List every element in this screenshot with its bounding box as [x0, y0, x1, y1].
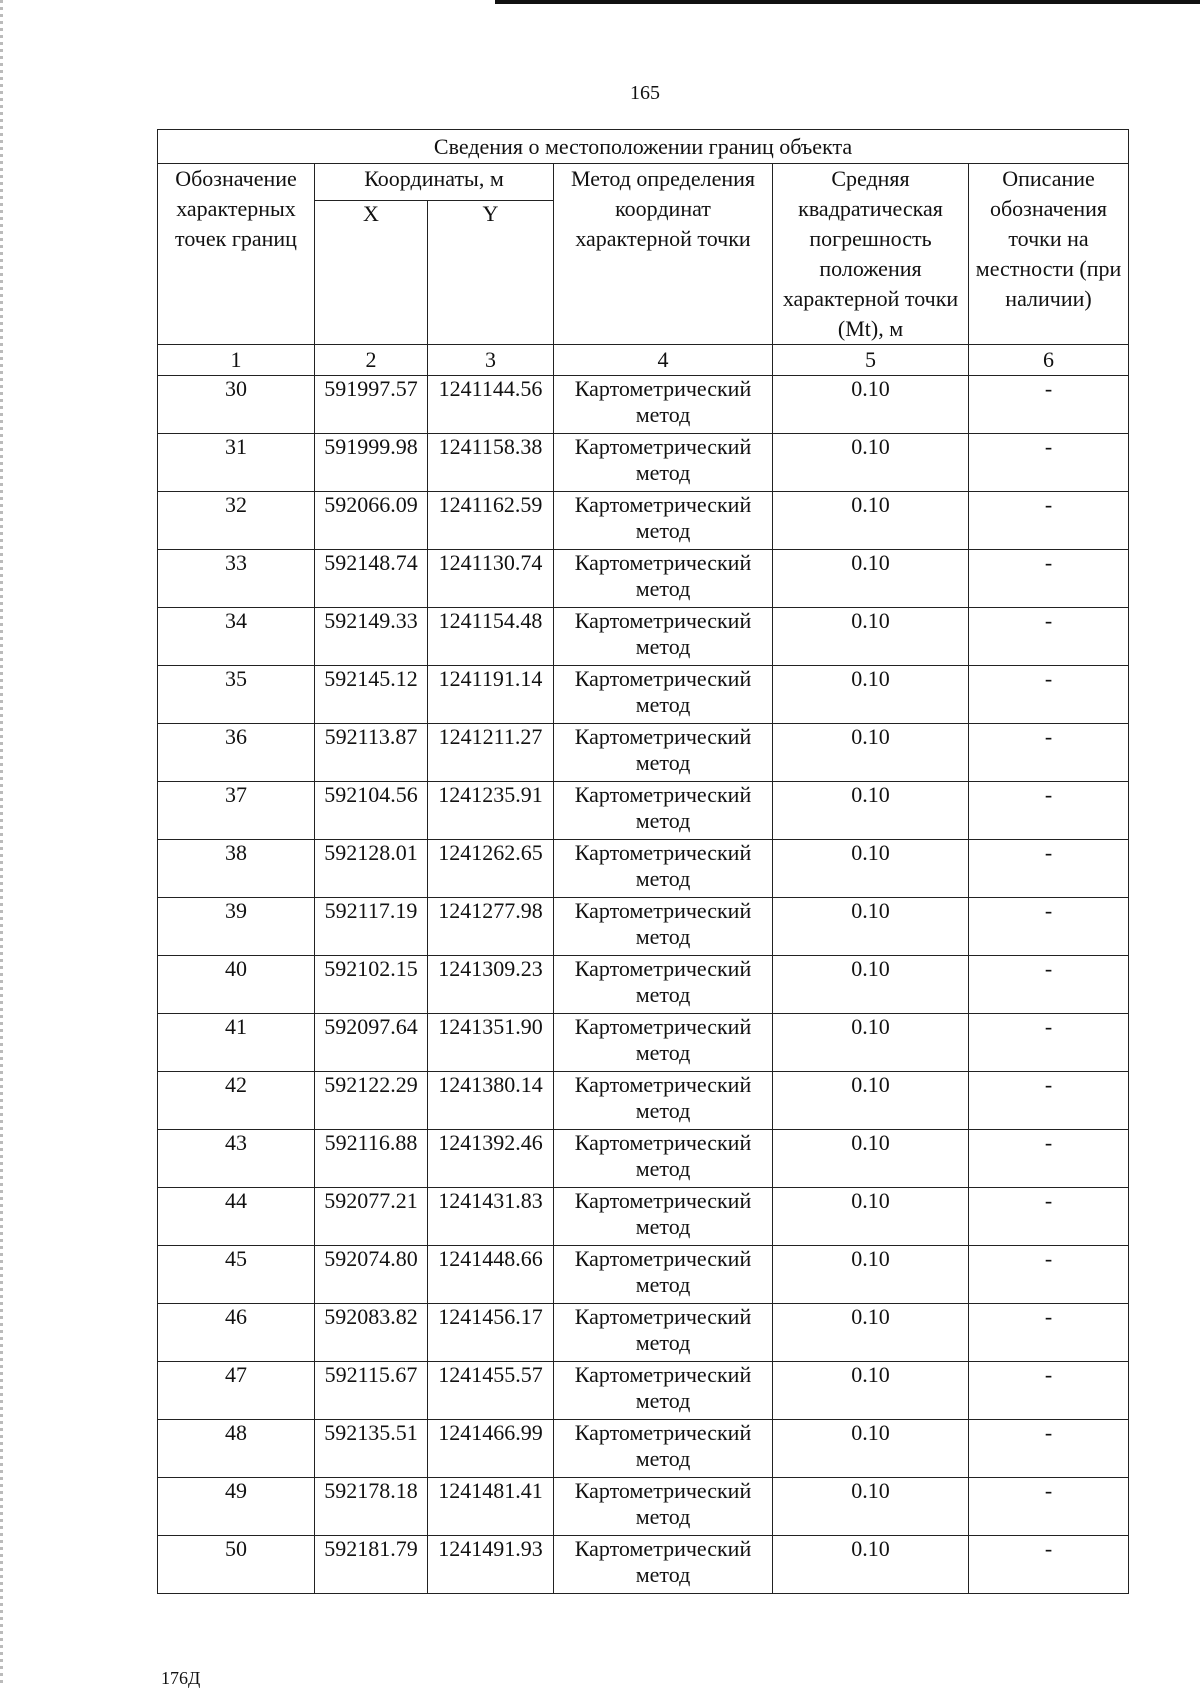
point-cell: 39 — [158, 898, 315, 956]
y-coordinate-cell: 1241491.93 — [428, 1536, 554, 1594]
table-title: Сведения о местоположении границ объекта — [158, 130, 1129, 164]
point-cell: 32 — [158, 492, 315, 550]
point-cell: 46 — [158, 1304, 315, 1362]
point-cell: 37 — [158, 782, 315, 840]
table-row — [158, 376, 1129, 434]
point-cell: 48 — [158, 1420, 315, 1478]
error-cell: 0.10 — [773, 1478, 969, 1536]
method-cell: Картометрический метод — [554, 1478, 773, 1536]
y-coordinate-cell: 1241235.91 — [428, 782, 554, 840]
x-coordinate-cell: 592074.80 — [315, 1246, 428, 1304]
error-cell: 0.10 — [773, 1304, 969, 1362]
error-cell: 0.10 — [773, 1362, 969, 1420]
error-cell: 0.10 — [773, 724, 969, 782]
description-cell: - — [969, 724, 1129, 782]
description-cell: - — [969, 840, 1129, 898]
error-cell: 0.10 — [773, 840, 969, 898]
error-cell: 0.10 — [773, 1072, 969, 1130]
y-coordinate-cell: 1241211.27 — [428, 724, 554, 782]
x-coordinate-cell: 592115.67 — [315, 1362, 428, 1420]
method-cell: Картометрический метод — [554, 608, 773, 666]
y-coordinate-cell: 1241309.23 — [428, 956, 554, 1014]
point-cell: 44 — [158, 1188, 315, 1246]
method-cell: Картометрический метод — [554, 1072, 773, 1130]
x-coordinate-cell: 592181.79 — [315, 1536, 428, 1594]
point-cell: 33 — [158, 550, 315, 608]
description-cell: - — [969, 782, 1129, 840]
method-cell: Картометрический метод — [554, 1246, 773, 1304]
x-coordinate-cell: 592149.33 — [315, 608, 428, 666]
description-cell: - — [969, 434, 1129, 492]
y-coordinate-cell: 1241144.56 — [428, 376, 554, 434]
point-cell: 42 — [158, 1072, 315, 1130]
table-row — [158, 840, 1129, 898]
y-coordinate-cell: 1241466.99 — [428, 1420, 554, 1478]
x-coordinate-cell: 592113.87 — [315, 724, 428, 782]
y-coordinate-cell: 1241191.14 — [428, 666, 554, 724]
method-cell: Картометрический метод — [554, 956, 773, 1014]
table-row — [158, 1478, 1129, 1536]
point-cell: 49 — [158, 1478, 315, 1536]
y-coordinate-cell: 1241392.46 — [428, 1130, 554, 1188]
point-cell: 45 — [158, 1246, 315, 1304]
x-coordinate-cell: 592145.12 — [315, 666, 428, 724]
page-number: 165 — [630, 82, 660, 104]
description-cell: - — [969, 1246, 1129, 1304]
method-cell: Картометрический метод — [554, 550, 773, 608]
table-row — [158, 492, 1129, 550]
error-cell: 0.10 — [773, 1420, 969, 1478]
x-coordinate-cell: 591997.57 — [315, 376, 428, 434]
x-coordinate-cell: 592178.18 — [315, 1478, 428, 1536]
method-cell: Картометрический метод — [554, 898, 773, 956]
column-number: 4 — [554, 345, 773, 376]
table-header-row — [158, 164, 1129, 201]
table-row — [158, 1072, 1129, 1130]
x-coordinate-cell: 592083.82 — [315, 1304, 428, 1362]
description-cell: - — [969, 376, 1129, 434]
x-coordinate-cell: 592117.19 — [315, 898, 428, 956]
point-cell: 36 — [158, 724, 315, 782]
table-row — [158, 898, 1129, 956]
column-number: 3 — [428, 345, 554, 376]
description-cell: - — [969, 492, 1129, 550]
method-cell: Картометрический метод — [554, 666, 773, 724]
y-coordinate-cell: 1241262.65 — [428, 840, 554, 898]
method-cell: Картометрический метод — [554, 782, 773, 840]
error-cell: 0.10 — [773, 1014, 969, 1072]
description-cell: - — [969, 1304, 1129, 1362]
table-row — [158, 724, 1129, 782]
description-cell: - — [969, 898, 1129, 956]
y-coordinate-cell: 1241154.48 — [428, 608, 554, 666]
description-cell: - — [969, 1072, 1129, 1130]
header-y: Y — [428, 201, 554, 345]
point-cell: 30 — [158, 376, 315, 434]
table-row — [158, 1536, 1129, 1594]
column-numbers-row — [158, 345, 1129, 376]
method-cell: Картометрический метод — [554, 1130, 773, 1188]
table-row — [158, 1188, 1129, 1246]
error-cell: 0.10 — [773, 898, 969, 956]
x-coordinate-cell: 592148.74 — [315, 550, 428, 608]
x-coordinate-cell: 592122.29 — [315, 1072, 428, 1130]
method-cell: Картометрический метод — [554, 1188, 773, 1246]
error-cell: 0.10 — [773, 1130, 969, 1188]
header-x: X — [315, 201, 428, 345]
table-row — [158, 1304, 1129, 1362]
column-number: 6 — [969, 345, 1129, 376]
x-coordinate-cell: 592102.15 — [315, 956, 428, 1014]
method-cell: Картометрический метод — [554, 1014, 773, 1072]
table-row — [158, 1014, 1129, 1072]
header-error: Средняя квадратическая погрешность положения характерной точки (Mt), м — [773, 164, 969, 345]
table-row — [158, 956, 1129, 1014]
point-cell: 31 — [158, 434, 315, 492]
table-row — [158, 1130, 1129, 1188]
point-cell: 34 — [158, 608, 315, 666]
description-cell: - — [969, 550, 1129, 608]
scan-left-edge — [0, 0, 3, 1686]
point-cell: 43 — [158, 1130, 315, 1188]
error-cell: 0.10 — [773, 956, 969, 1014]
method-cell: Картометрический метод — [554, 434, 773, 492]
x-coordinate-cell: 592135.51 — [315, 1420, 428, 1478]
y-coordinate-cell: 1241277.98 — [428, 898, 554, 956]
point-cell: 38 — [158, 840, 315, 898]
error-cell: 0.10 — [773, 376, 969, 434]
table-row — [158, 608, 1129, 666]
y-coordinate-cell: 1241130.74 — [428, 550, 554, 608]
y-coordinate-cell: 1241456.17 — [428, 1304, 554, 1362]
description-cell: - — [969, 1420, 1129, 1478]
y-coordinate-cell: 1241158.38 — [428, 434, 554, 492]
point-cell: 50 — [158, 1536, 315, 1594]
header-point: Обозначение характерных точек границ — [158, 164, 315, 345]
header-description: Описание обозначения точки на местности (при наличии) — [969, 164, 1129, 345]
scan-top-rule — [495, 0, 1200, 4]
y-coordinate-cell: 1241351.90 — [428, 1014, 554, 1072]
method-cell: Картометрический метод — [554, 1420, 773, 1478]
error-cell: 0.10 — [773, 1188, 969, 1246]
error-cell: 0.10 — [773, 492, 969, 550]
method-cell: Картометрический метод — [554, 840, 773, 898]
description-cell: - — [969, 956, 1129, 1014]
x-coordinate-cell: 592128.01 — [315, 840, 428, 898]
table-row — [158, 1246, 1129, 1304]
method-cell: Картометрический метод — [554, 492, 773, 550]
x-coordinate-cell: 592097.64 — [315, 1014, 428, 1072]
description-cell: - — [969, 1478, 1129, 1536]
y-coordinate-cell: 1241481.41 — [428, 1478, 554, 1536]
error-cell: 0.10 — [773, 434, 969, 492]
y-coordinate-cell: 1241455.57 — [428, 1362, 554, 1420]
table-row — [158, 550, 1129, 608]
method-cell: Картометрический метод — [554, 1536, 773, 1594]
description-cell: - — [969, 666, 1129, 724]
column-number: 2 — [315, 345, 428, 376]
point-cell: 40 — [158, 956, 315, 1014]
footer-code: 176Д — [161, 1668, 201, 1688]
x-coordinate-cell: 591999.98 — [315, 434, 428, 492]
table-row — [158, 782, 1129, 840]
description-cell: - — [969, 1014, 1129, 1072]
error-cell: 0.10 — [773, 1536, 969, 1594]
x-coordinate-cell: 592116.88 — [315, 1130, 428, 1188]
header-coordinates: Координаты, м — [315, 164, 554, 201]
table-row — [158, 1420, 1129, 1478]
point-cell: 47 — [158, 1362, 315, 1420]
y-coordinate-cell: 1241448.66 — [428, 1246, 554, 1304]
error-cell: 0.10 — [773, 1246, 969, 1304]
description-cell: - — [969, 1188, 1129, 1246]
description-cell: - — [969, 608, 1129, 666]
table-row — [158, 434, 1129, 492]
point-cell: 35 — [158, 666, 315, 724]
error-cell: 0.10 — [773, 550, 969, 608]
error-cell: 0.10 — [773, 608, 969, 666]
table-row — [158, 1362, 1129, 1420]
x-coordinate-cell: 592104.56 — [315, 782, 428, 840]
method-cell: Картометрический метод — [554, 376, 773, 434]
y-coordinate-cell: 1241380.14 — [428, 1072, 554, 1130]
error-cell: 0.10 — [773, 666, 969, 724]
description-cell: - — [969, 1362, 1129, 1420]
table-row — [158, 666, 1129, 724]
method-cell: Картометрический метод — [554, 1362, 773, 1420]
column-number: 5 — [773, 345, 969, 376]
description-cell: - — [969, 1130, 1129, 1188]
description-cell: - — [969, 1536, 1129, 1594]
boundary-points-table — [157, 129, 1129, 1594]
error-cell: 0.10 — [773, 782, 969, 840]
header-method: Метод определения координат характерной точки — [554, 164, 773, 345]
method-cell: Картометрический метод — [554, 1304, 773, 1362]
x-coordinate-cell: 592066.09 — [315, 492, 428, 550]
point-cell: 41 — [158, 1014, 315, 1072]
method-cell: Картометрический метод — [554, 724, 773, 782]
x-coordinate-cell: 592077.21 — [315, 1188, 428, 1246]
table-title-row — [158, 130, 1129, 164]
column-number: 1 — [158, 345, 315, 376]
y-coordinate-cell: 1241431.83 — [428, 1188, 554, 1246]
y-coordinate-cell: 1241162.59 — [428, 492, 554, 550]
